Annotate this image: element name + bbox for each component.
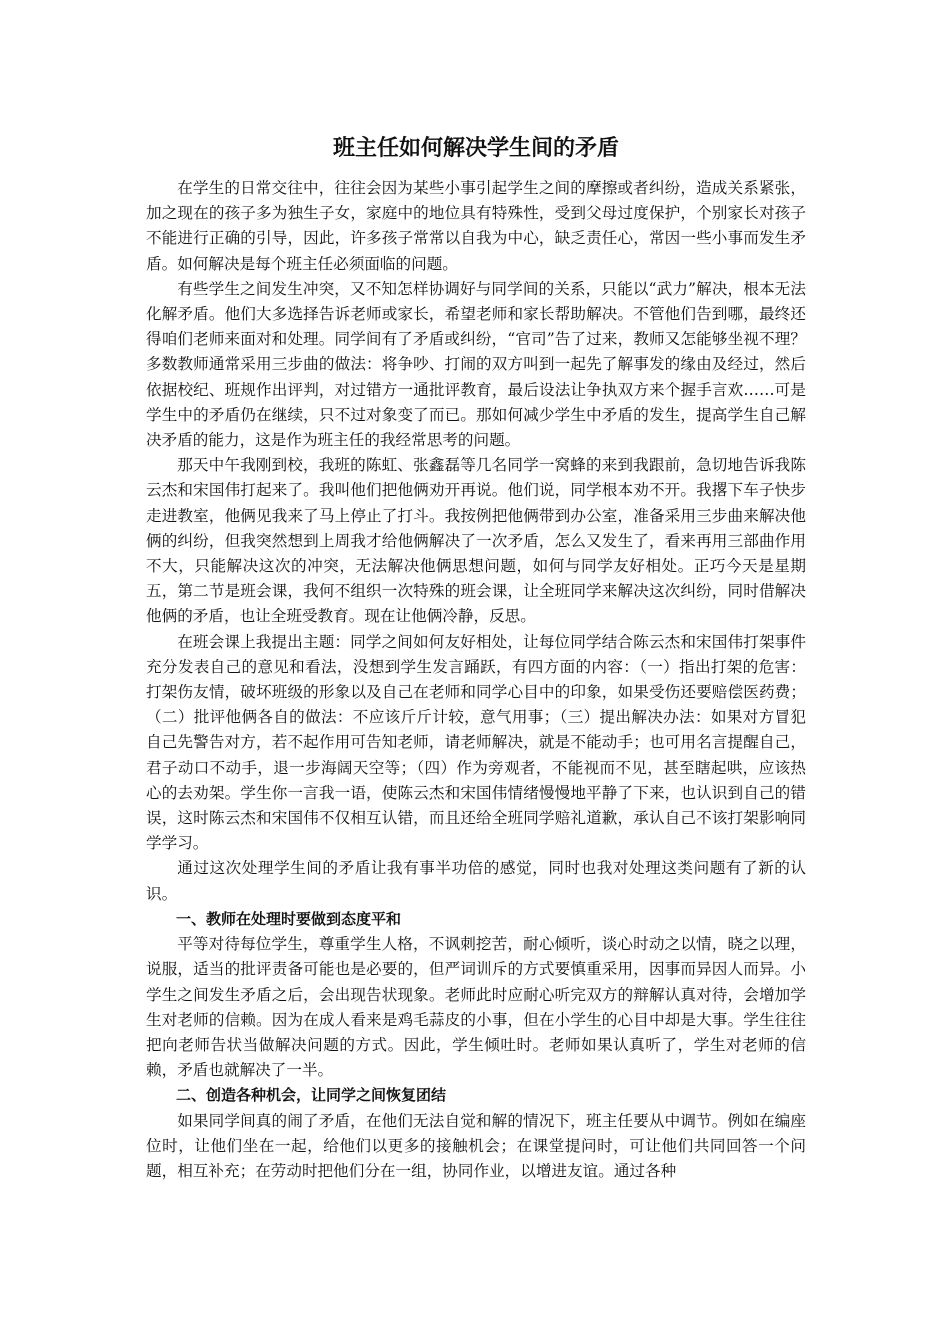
paragraph-conflicts: 有些学生之间发生冲突，又不知怎样协调好与同学间的关系，只能以“武力”解决，根本无法化解矛盾。他们大多选择告诉老师或家长，希望老师和家长帮助解决。不管他们告到哪，最终还得咱们老师来面对和处理。同学间有了矛盾或纠纷，“官司”告了过来，教师又怎能够坐视不理？多数教师通常采用三步曲的做法：将争吵、打闹的双方叫到一起先了解事发的缘由及经过，然后依据校纪、班规作出评判，对过错方一通批评教育，最后设法让争执双方来个握手言欢……可是学生中的矛盾仍在继续，只不过对象变了而已。那如何减少学生中矛盾的发生，提高学生自己解决矛盾的能力，这是作为班主任的我经常思考的问题。: [146, 279, 806, 450]
paragraph-intro: 在学生的日常交往中，往往会因为某些小事引起学生之间的摩擦或者纠纷，造成关系紧张，加之现在的孩子多为独生子女，家庭中的地位具有特殊性，受到父母过度保护，个别家长对孩子不能进行正确的引导，因此，许多孩子常常以自我为中心，缺乏责任心，常因一些小事而发生矛盾。如何解决是每个班主任必须面临的问题。: [146, 179, 806, 273]
paragraph-reflection: 通过这次处理学生间的矛盾让我有事半功倍的感觉，同时也我对处理这类问题有了新的认识。: [146, 859, 806, 903]
section-text-1: 平等对待每位学生，尊重学生人格，不讽刺挖苦，耐心倾听，谈心时动之以情，晓之以理，说服，适当的批评责备可能也是必要的，但严词训斥的方式要慎重采用，因事而异因人而异。小学生之间发生矛盾之后，会出现告状现象。老师此时应耐心听完双方的辩解认真对待，会增加学生对老师的信赖。因为在成人看来是鸡毛蒜皮的小事，但在小学生的心目中却是大事。学生往往把向老师告状当做解决问题的方式。因此，学生倾吐时。老师如果认真听了，学生对老师的信赖，矛盾也就解决了一半。: [146, 935, 806, 1080]
paragraph-incident: 那天中午我刚到校，我班的陈虹、张鑫磊等几名同学一窝蜂的来到我跟前，急切地告诉我陈云杰和宋国伟打起来了。我叫他们把他俩劝开再说。他们说，同学根本劝不开。我撂下车子快步走进教室，他俩见我来了马上停止了打斗。我按例把他俩带到办公室，准备采用三步曲来解决他俩的纠纷，但我突然想到上周我才给他俩解决了一次矛盾，怎么又发生了，看来再用三部曲作用不大，只能解决这次的冲突，无法解决他俩思想问题，如何与同学友好相处。正巧今天是星期五，第二节是班会课，我何不组织一次特殊的班会课，让全班同学来解决这次纠纷，同时借解决他俩的矛盾，也让全班受教育。现在让他俩冷静，反思。: [146, 456, 806, 626]
document-title: 班主任如何解决学生间的矛盾: [332, 136, 619, 161]
section-heading-1: 一、教师在处理时要做到态度平和: [176, 909, 402, 928]
paragraph-class-meeting: 在班会课上我提出主题：同学之间如何友好相处，让每位同学结合陈云杰和宋国伟打架事件充分发表自己的意见和看法，没想到学生发言踊跃，有四方面的内容：（一）指出打架的危害：打架伤友情，破坏班级的形象以及自己在老师和同学心目中的印象，如果受伤还要赔偿医药费；（二）批评他俩各自的做法：不应该斤斤计较，意气用事；（三）提出解决办法：如果对方冒犯自己先警告对方，若不起作用可告知老师，请老师解决，就是不能动手；也可用名言提醒自己，君子动口不动手，退一步海阔天空等；（四）作为旁观者，不能视而不见，甚至瞎起哄，应该热心的去劝架。学生你一言我一语，使陈云杰和宋国伟情绪慢慢地平静了下来，也认识到自己的错误，这时陈云杰和宋国伟不仅相互认错，而且还给全班同学赔礼道歉，承认自己不该打架影响同学学习。: [146, 632, 806, 853]
section-heading-2: 二、创造各种机会，让同学之间恢复团结: [176, 1086, 447, 1105]
document-page: [146, 134, 806, 1184]
section-text-2: 如果同学间真的闹了矛盾，在他们无法自觉和解的情况下，班主任要从中调节。例如在编座位时，让他们坐在一起，给他们以更多的接触机会；在课堂提问时，可让他们共同回答一个问题，相互补充；在劳动时把他们分在一组，协同作业，以增进友谊。通过各种: [146, 1111, 806, 1180]
